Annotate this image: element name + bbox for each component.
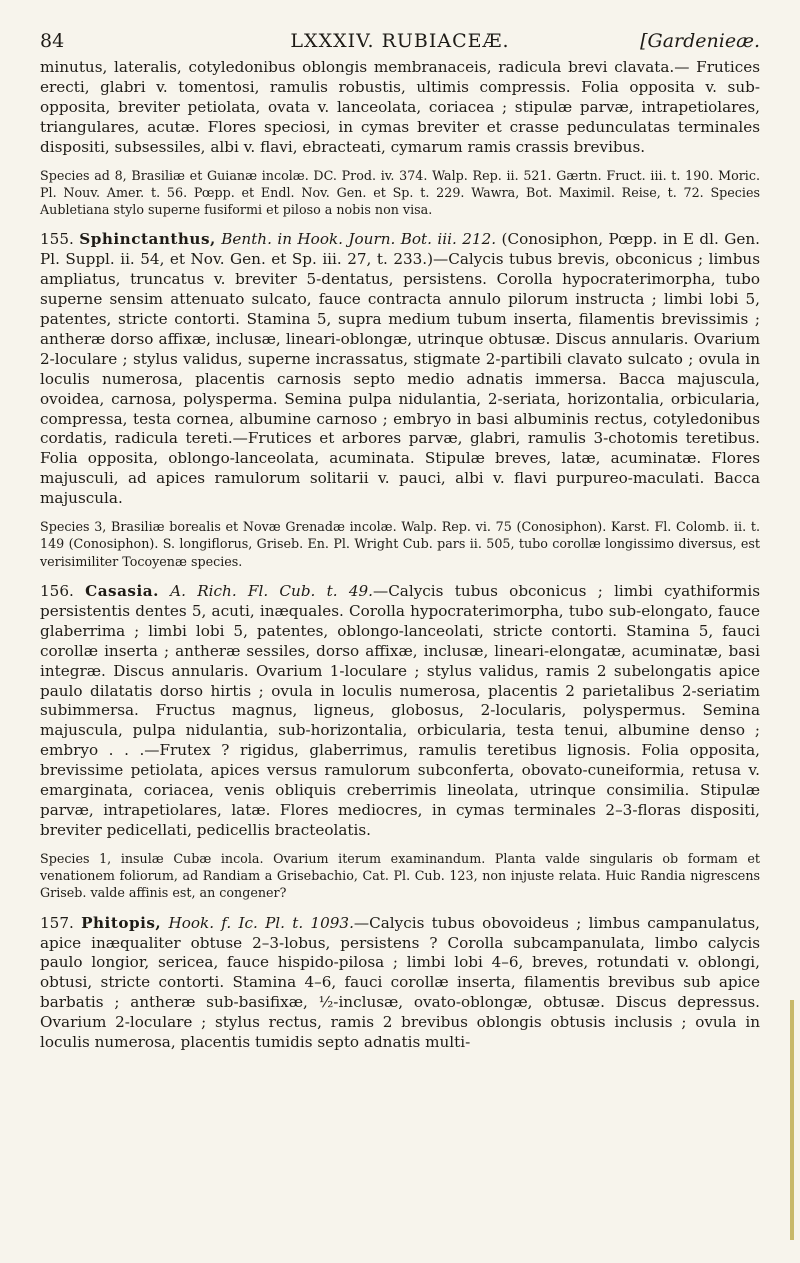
species-note: Species 1, insulæ Cubæ incola. Ovarium iterum examinandum. Planta valde singularis ob formam et venationem foliorum, ad Randiam a Grisebachio, Cat. Pl. Cub. 123, non injuste relata. Huic Randia nigrescens Griseb. valde affinis est, an congener? — [40, 850, 760, 901]
genus-entry-sphinctanthus — [40, 230, 760, 509]
genus-description: —Calycis tubus obconicus ; limbi cyathiformis persistentis dentes 5, acuti, inæquales. Corolla hypocraterimorpha, tubo sub-elongato, fauce glaberrima ; limbi lobi 5, patentes, oblongo-lanceolati, stricte contorti. Stamina 5, fauci corollæ inserta ; antheræ sessiles, dorso affixæ, inclusæ, lineari-elongatæ, acuminatæ, basi integræ. Discus annularis. Ovarium 1-loculare ; stylus validus, ramis 2 subelongatis apice paulo dilatatis dorso hirtis ; ovula in loculis numerosa, placentis 2 parietalibus 2-seriatim subimmersa. Fructus magnus, ligneus, globosus, 2-locularis, polyspermus. Semina majuscula, pulpa nidulantia, sub-horizontalia, orbicularia, testa tenui, albumine denso ; embryo . . .—Frutex ? rigidus, glaberrimus, ramulis teretibus lignosis. Folia opposita, brevissime petiolata, apices versus ramulorum subconferta, obovato-cuneiformia, retusa v. emarginata, coriacea, venis obliquis creberrimis lineolata, utrinque consimilia. Stipulæ parvæ, intrapetiolares, latæ. Flores mediocres, in cymas terminales 2–3-floras dispositi, breviter pedicellati, pedicellis bracteolatis. — [40, 582, 761, 839]
chapter-title: LXXXIV. RUBIACEÆ. — [290, 30, 510, 52]
genus-description: —Calycis tubus obovoideus ; limbus campanulatus, apice inæqualiter obtuse 2–3-lobus, persistens ? Corolla subcampanulata, limbo calycis paulo longior, sericea, fauce hispido-pilosa ; limbi lobi 4–6, breves, rotundati v. oblongi, obtusi, stricte contorti. Stamina 4–6, fauci corollæ inserta, filamentis brevibus sub apice barbatis ; antheræ sub-basifixæ, ½-inclusæ, ovato-oblongæ, obtusæ. Discus depressus. Ovarium 2-loculare ; stylus rectus, ramis 2 brevibus oblongis obtusis inclusis ; ovula in loculis numerosa, placentis tumidis septo adnatis multi- — [40, 913, 760, 1052]
genus-number: 156. — [40, 582, 74, 600]
paragraph-continuation: minutus, lateralis, cotyledonibus oblongis membranaceis, radicula brevi clavata.— Frutices erecti, glabri v. tomentosi, ramulis robustis, ultimis compressis. Folia opposita v. sub-opposita, breviter petiolata, ovata v. lanceolata, coriacea ; stipulæ parvæ, intrapetiolares, triangulares, acutæ. Flores speciosi, in cymas breviter et crasse pedunculatas terminales dispositi, subsessiles, albi v. flavi, ebracteati, cymarum ramis crassis brevibus. — [40, 58, 760, 156]
genus-number: 157. — [40, 913, 74, 932]
genus-authority: Benth. in Hook. Journ. Bot. iii. 212. — [221, 230, 497, 249]
genus-entry-casasia — [40, 582, 760, 841]
page-header — [40, 24, 760, 58]
species-note: Species 3, Brasiliæ borealis et Novæ Grenadæ incolæ. Walp. Rep. vi. 75 (Conosiphon). Karst. Fl. Colomb. ii. t. 149 (Conosiphon). S. longiflorus, Griseb. En. Pl. Wright Cub. pars ii. 505, tubo corollæ longissimo diversus, est verisimiliter Tocoyenæ species. — [40, 519, 760, 569]
genus-number: 155. — [40, 230, 74, 249]
genus-name: Casasia. — [85, 582, 159, 600]
page-edge-mark — [790, 1000, 794, 1240]
genus-name: Phitopis, — [81, 913, 162, 932]
page-body — [40, 58, 760, 1053]
genus-entry-phitopis — [40, 914, 760, 1053]
genus-description: (Conosiphon, Pœpp. in E dl. Gen. Pl. Suppl. ii. 54, et Nov. Gen. et Sp. iii. 27, t. 233.)—Calycis tubus brevis, obconicus ; limbus ampliatus, truncatus v. breviter 5-dentatus, persistens. Corolla hypocraterimorpha, tubo superne sensim attenuato sulcato, fauce contracta annulo pilorum instructa ; limbi lobi 5, patentes, stricte contorti. Stamina 5, supra medium tubum inserta, filamentis brevissimis ; antheræ dorso affixæ, inclusæ, lineari-oblongæ, utrinque obtusæ. Discus annularis. Ovarium 2-loculare ; stylus validus, superne incrassatus, stigmate 2-partibili clavato sulcato ; ovula in loculis numerosa, placentis carnosis septo medio adnatis immersa. Bacca majuscula, ovoidea, carnosa, polysperma. Semina pulpa nidulantia, 2-seriata, horizontalia, orbicularia, compressa, testa cornea, albumine carnoso ; embryo in basi albuminis rectus, cotyledonibus cordatis, radicula tereti.—Frutices et arbores parvæ, glabri, ramulis 3-chotomis teretibus. Folia opposita, oblongo-lanceolata, acuminata. Stipulæ breves, latæ, acuminatæ. Flores majusculi, ad apices ramulorum solitarii v. pauci, albi v. flavi purpureo-maculati. Bacca majuscula. — [40, 230, 761, 508]
species-note: Species ad 8, Brasiliæ et Guianæ incolæ. DC. Prod. iv. 374. Walp. Rep. ii. 521. Gærtn. Fruct. iii. t. 190. Moric. Pl. Nouv. Amer. t. 56. Pœpp. et Endl. Nov. Gen. et Sp. t. 229. Wawra, Bot. Maximil. Reise, t. 72. Species Aubletiana stylo superne fusiformi et piloso a nobis non visa. — [40, 167, 760, 218]
genus-authority: Hook. f. Ic. Pl. t. 1093. — [168, 913, 354, 932]
page-number: 84 — [40, 30, 65, 52]
genus-authority: A. Rich. Fl. Cub. t. 49. — [170, 582, 373, 600]
running-head: [Gardenieæ. — [640, 30, 760, 52]
genus-name: Sphinctanthus, — [79, 230, 216, 249]
